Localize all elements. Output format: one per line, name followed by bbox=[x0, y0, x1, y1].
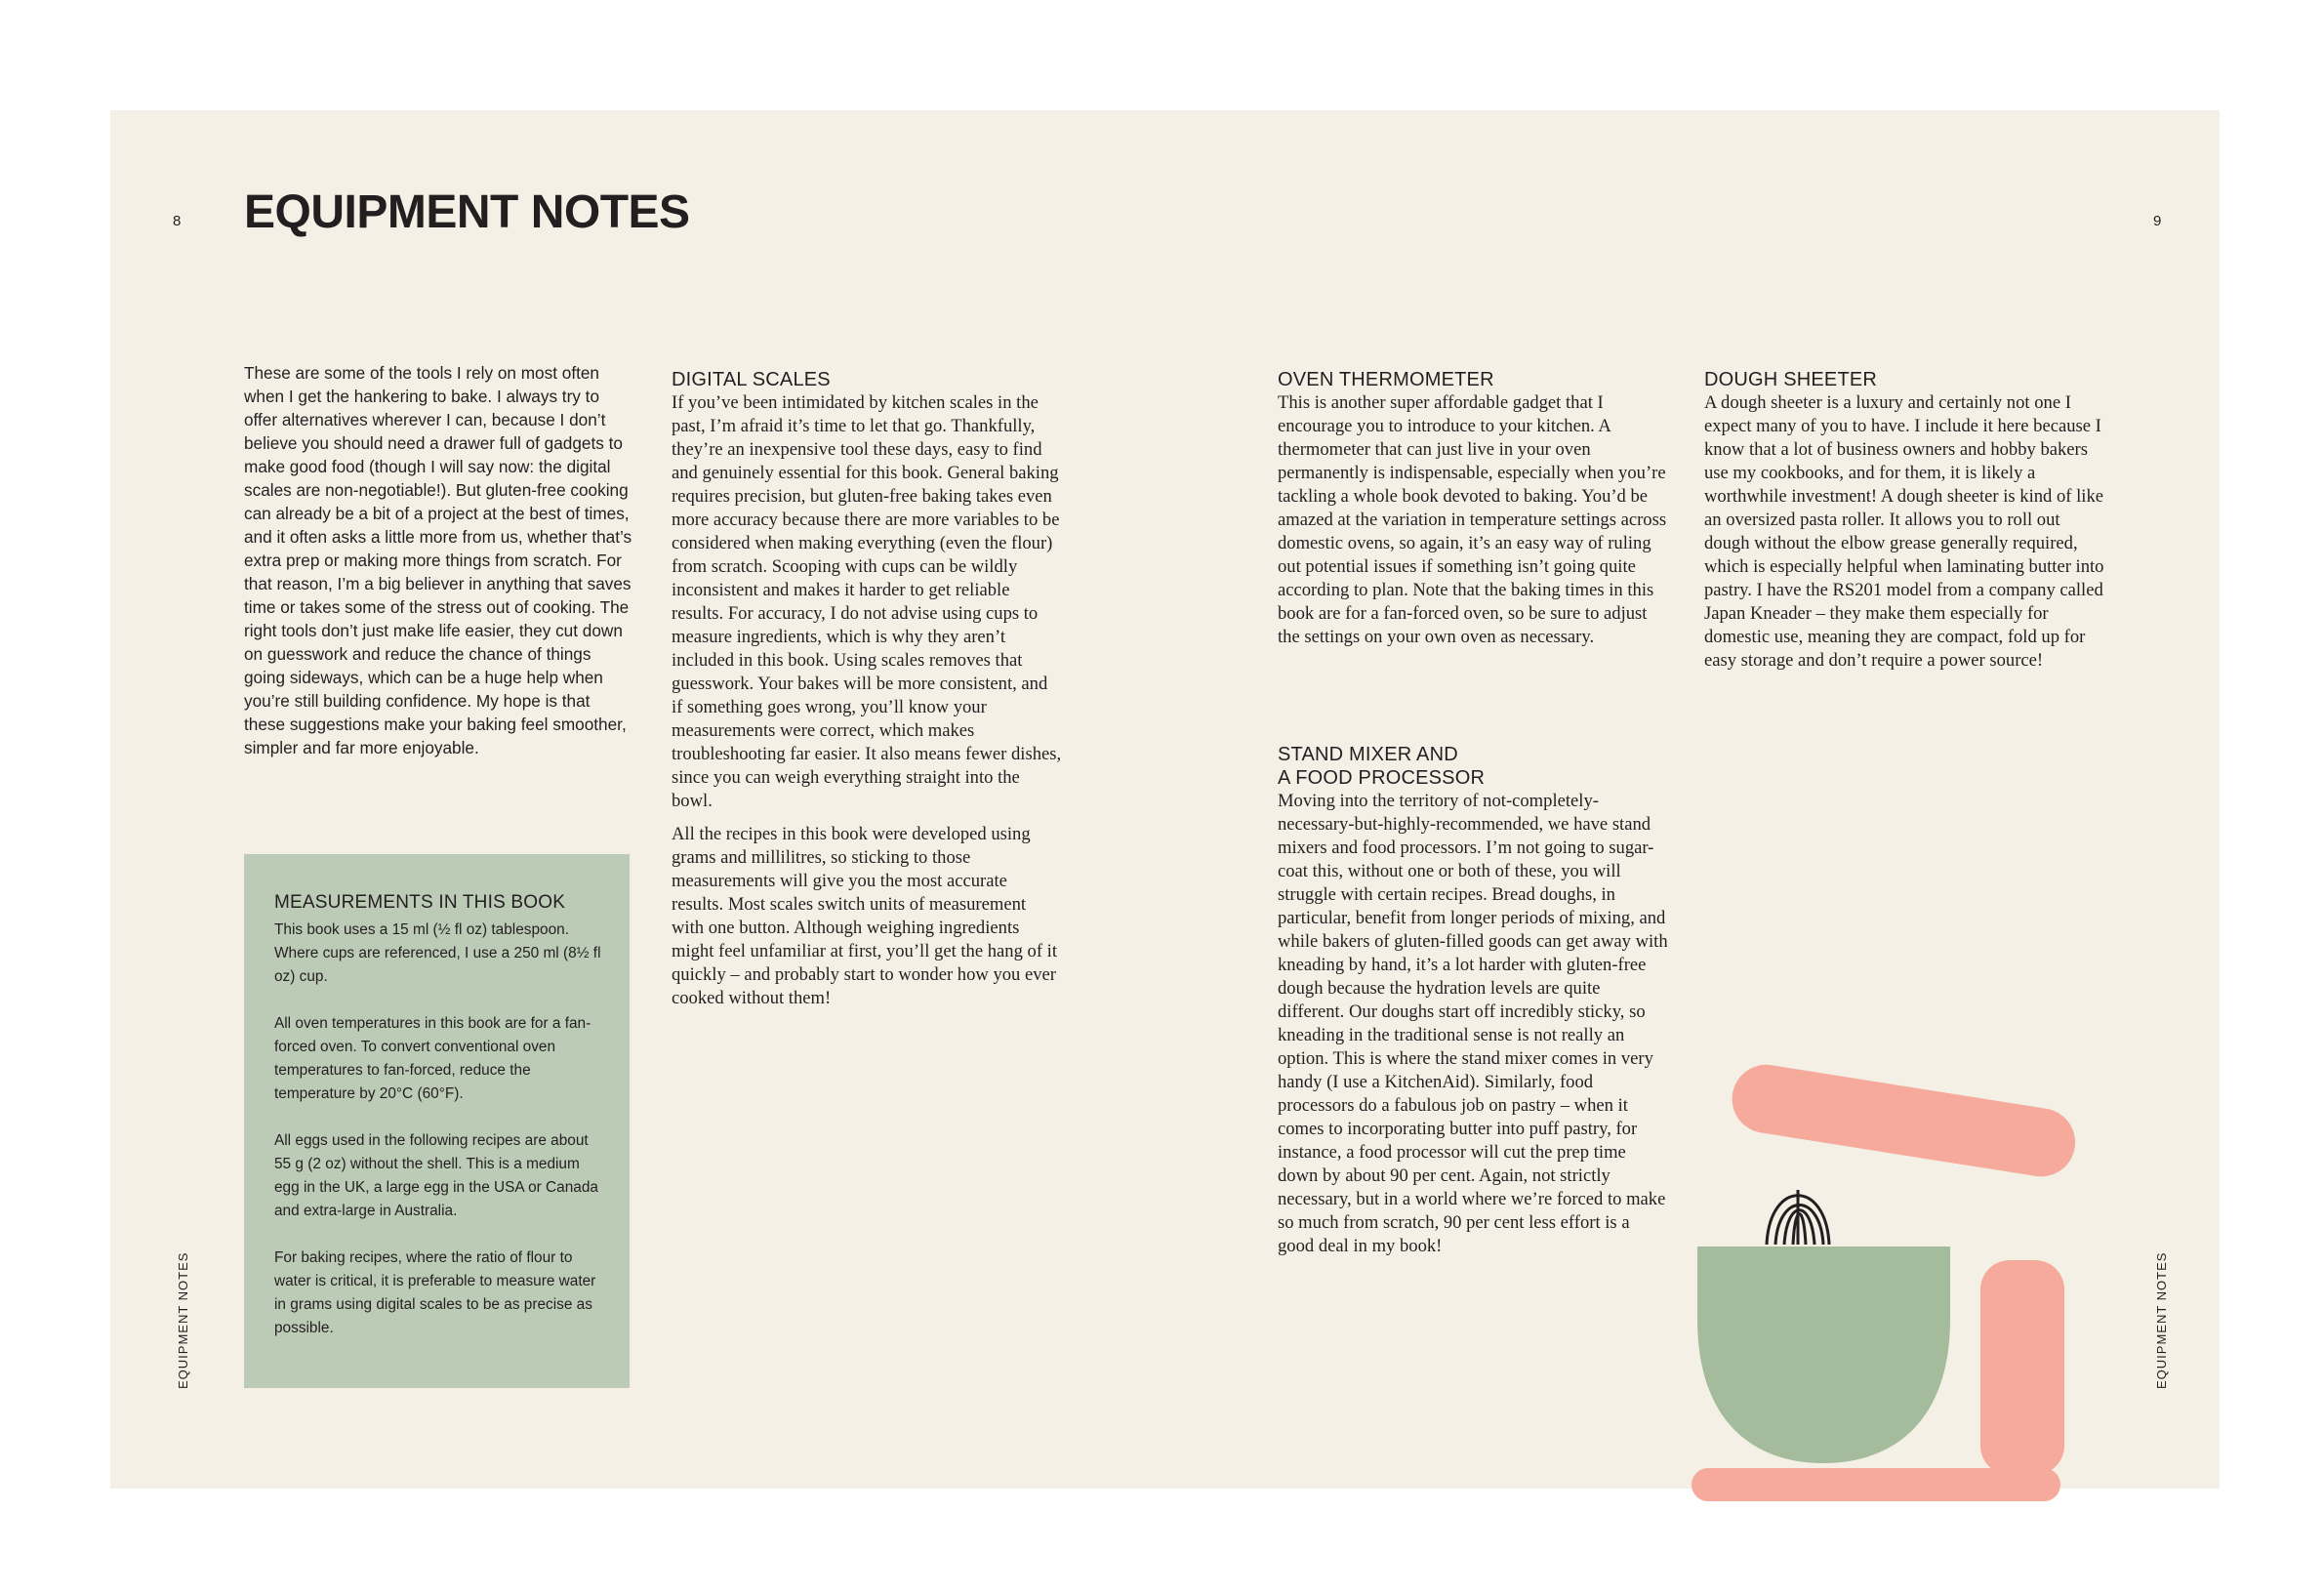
dough-sheeter-paragraph: A dough sheeter is a luxury and certainly not one I expect many of you to have. I include it here because I know that a lot of business owners and hobby bakers use my cookbooks, and for them, it is likely a worthwhile investment! A dough sheeter is kind of like an oversized pasta roller. It allows you to roll out dough without the elbow grease generally required, which is especially helpful when laminating butter into pastry. I have the RS201 model from a company called Japan Kneader – they make them especially for domestic use, meaning they are compact, fold up for easy storage and don’t require a power source! bbox=[1704, 392, 2104, 671]
measurements-paragraph: All eggs used in the following recipes are about 55 g (2 oz) without the shell. This is a medium egg in the UK, a large egg in the USA or Canada and extra-large in Australia. bbox=[274, 1132, 598, 1219]
oven-thermometer-heading: OVEN THERMOMETER bbox=[1278, 369, 1494, 390]
digital-scales-paragraph: If you’ve been intimidated by kitchen scales in the past, I’m afraid it’s time to let that go. Thankfully, they’re an inexpensive tool these days, easy to find and genuinely essential for this book. General baking requires precision, but gluten-free baking takes even more accuracy because there are more variables to be considered when making everything (even the flour) from scratch. Scooping with cups can be wildly inconsistent and makes it harder to get reliable results. For accuracy, I do not advise using cups to measure ingredients, which is why they aren’t included in this book. Using scales removes that guesswork. Your bakes will be more consistent, and if something goes wrong, you’ll know your measurements were correct, which makes troubleshooting far easier. It also means fewer dishes, since you can weigh everything straight into the bowl. bbox=[672, 392, 1062, 811]
dough-sheeter-heading: DOUGH SHEETER bbox=[1704, 369, 1878, 390]
stand-mixer-section bbox=[1278, 743, 1668, 1258]
measurements-title: MEASUREMENTS IN THIS BOOK bbox=[274, 892, 566, 913]
stand-mixer-heading-line: STAND MIXER AND bbox=[1278, 744, 1458, 765]
digital-scales-heading: DIGITAL SCALES bbox=[672, 369, 831, 390]
page-number-right: 9 bbox=[2153, 213, 2162, 229]
stand-mixer-paragraph: Moving into the territory of not-completely-necessary-but-highly-recommended, we have stand mixers and food processors. I’m not going to sugar-coat this, without one or both of these, you will struggle with certain recipes. Bread doughs, in particular, benefit from longer periods of mixing, and while bakers of gluten-filled goods can get away with kneading by hand, it’s a lot harder with gluten-free dough because the hydration levels are quite different. Our doughs start off incredibly sticky, so kneading in the traditional sense is not really an option. This is where the stand mixer comes in very handy (I use a KitchenAid). Similarly, food processors do a fabulous job on pastry – when it comes to incorporating butter into puff pastry, for instance, a food processor will cut the prep time down by about 90 per cent. Again, not strictly necessary, but in a world where we’re forced to make so much from scratch, 90 per cent less effort is a good deal in my book! bbox=[1278, 791, 1668, 1256]
running-head-right: EQUIPMENT NOTES bbox=[2154, 1251, 2169, 1389]
oven-thermometer-paragraph: This is another super affordable gadget that I encourage you to introduce to your kitchen. A thermometer that can just live in your oven permanently is indispensable, especially when you’re tackling a whole book devoted to baking. You’d be amazed at the variation in temperature settings across domestic ovens, so again, it’s an easy way of ruling out potential issues if something isn’t going quite according to plan. Note that the baking times in this book are for a fan-forced oven, so be sure to adjust the settings on your own oven as necessary. bbox=[1278, 392, 1667, 647]
measurements-paragraph: This book uses a 15 ml (½ fl oz) tablespoon. Where cups are referenced, I use a 250 ml (8½ fl oz) cup. bbox=[274, 921, 601, 985]
measurements-paragraph: For baking recipes, where the ratio of flour to water is critical, it is preferable to measure water in grams using digital scales to be as precise as possible. bbox=[274, 1249, 596, 1336]
measurements-box bbox=[244, 854, 630, 1388]
oven-thermometer-section bbox=[1278, 368, 1668, 649]
digital-scales-paragraph: All the recipes in this book were developed using grams and millilitres, so sticking to those measurements will give you the most accurate results. Most scales switch units of measurement with one button. Although weighing ingredients might feel unfamiliar at first, you’ll get the hang of it quickly – and probably start to wonder how you ever cooked without them! bbox=[672, 824, 1058, 1008]
measurements-paragraph: All oven temperatures in this book are for a fan-forced oven. To convert conventional oven temperatures to fan-forced, reduce the temperature by 20°C (60°F). bbox=[274, 1015, 591, 1102]
intro-paragraph: These are some of the tools I rely on most often when I get the hankering to bake. I always try to offer alternatives wherever I can, because I don’t believe you should need a drawer full of gadgets to make good food (though I will say now: the digital scales are non-negotiable!). But gluten-free cooking can already be a bit of a project at the best of times, and it often asks a little more from us, whether that’s extra prep or making more things from scratch. For that reason, I’m a big believer in anything that saves time or takes some of the stress out of cooking. The right tools don’t just make life easier, they cut down on guesswork and reduce the chance of things going sideways, which can be a huge help when you’re still building confidence. My hope is that these suggestions make your baking feel smoother, simpler and far more enjoyable. bbox=[244, 363, 632, 757]
page-title: EQUIPMENT NOTES bbox=[244, 186, 690, 238]
stand-mixer-heading-line: A FOOD PROCESSOR bbox=[1278, 767, 1486, 789]
running-head-left: EQUIPMENT NOTES bbox=[176, 1251, 190, 1389]
dough-sheeter-section bbox=[1704, 368, 2104, 673]
digital-scales-section bbox=[672, 368, 1062, 1010]
book-spread bbox=[110, 110, 2220, 1489]
stand-mixer-icon bbox=[1692, 1008, 2199, 1516]
page-number-left: 8 bbox=[173, 213, 182, 229]
